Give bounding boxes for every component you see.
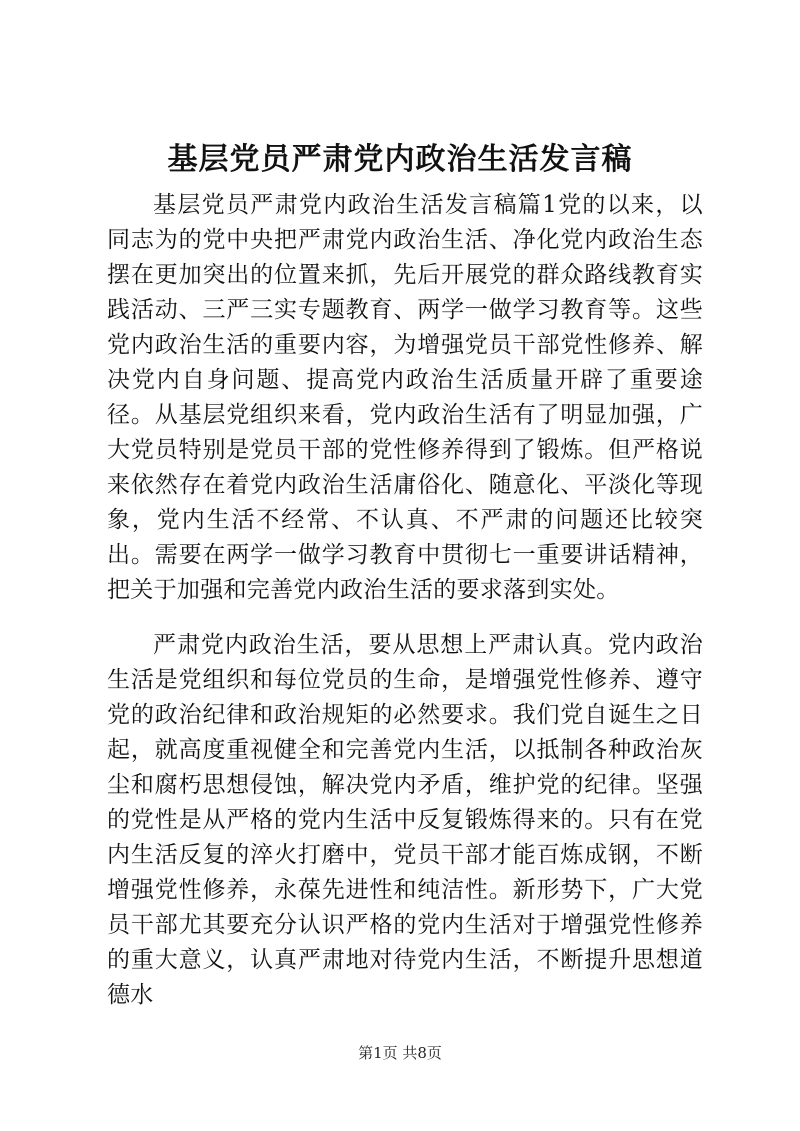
- document-body: [107, 188, 703, 1013]
- page-number-footer: 第1页 共8页: [358, 1044, 442, 1062]
- document-title: 基层党员严肃党内政治生活发言稿: [167, 142, 633, 177]
- paragraph-2: 严肃党内政治生活，要从思想上严肃认真。党内政治生活是党组织和每位党员的生命，是增强党性修养、遵守党的政治纪律和政治规矩的必然要求。我们党自诞生之日起，就高度重视健全和完善党内生活，以抵制各种政治灰尘和腐朽思想侵蚀，解决党内矛盾，维护党的纪律。坚强的党性是从严格的党内生活中反复锻炼得来的。只有在党内生活反复的淬火打磨中，党员干部才能百炼成钢，不断增强党性修养，永葆先进性和纯洁性。新形势下，广大党员干部尤其要充分认识严格的党内生活对于增强党性修养的重大意义，认真严肃地对待党内生活，不断提升思想道德水: [107, 632, 703, 1008]
- paragraph-1: 基层党员严肃党内政治生活发言稿篇1党的以来，以同志为的党中央把严肃党内政治生活、净化党内政治生态摆在更加突出的位置来抓，先后开展党的群众路线教育实践活动、三严三实专题教育、两学一做学习教育等。这些党内政治生活的重要内容，为增强党员干部党性修养、解决党内自身问题、提高党内政治生活质量开辟了重要途径。从基层党组织来看，党内政治生活有了明显加强，广大党员特别是党员干部的党性修养得到了锻炼。但严格说来依然存在着党内政治生活庸俗化、随意化、平淡化等现象，党内生活不经常、不认真、不严肃的问题还比较突出。需要在两学一做学习教育中贯彻七一重要讲话精神，把关于加强和完善党内政治生活的要求落到实处。: [107, 192, 703, 603]
